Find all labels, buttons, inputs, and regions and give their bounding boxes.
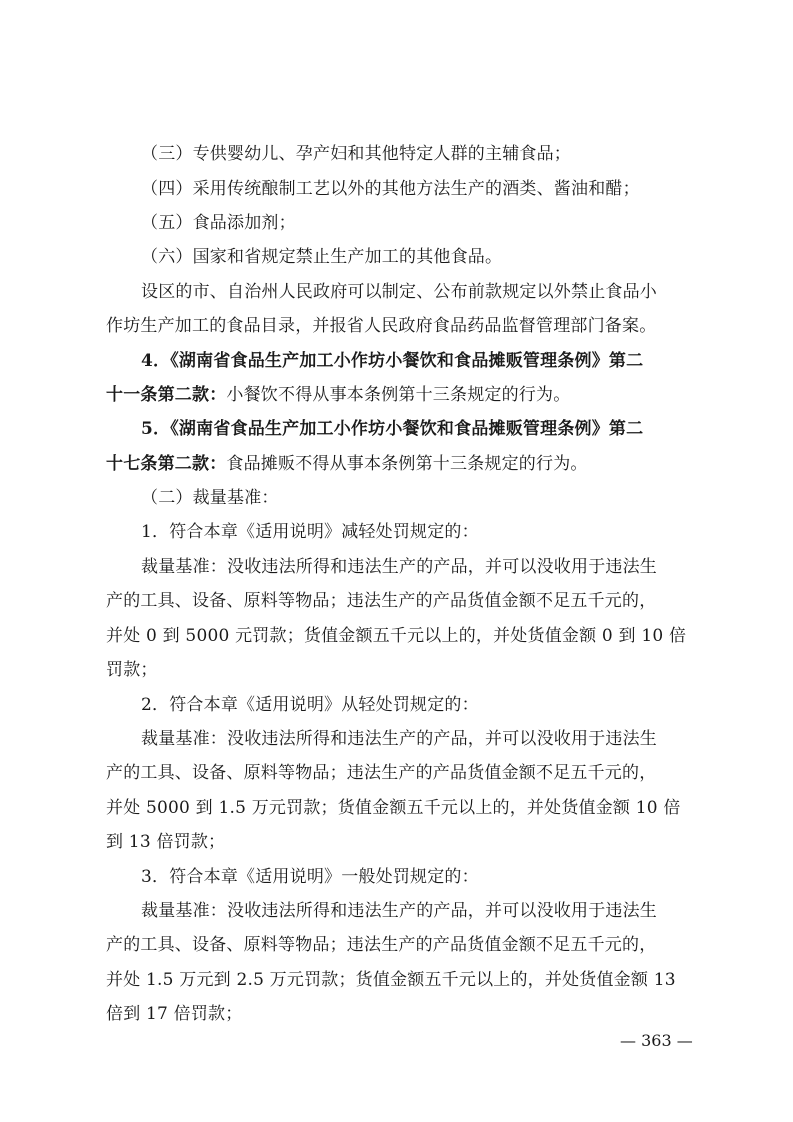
item-five: （五）食品添加剂； xyxy=(141,213,296,233)
paragraph-line: 产的工具、设备、原料等物品；违法生产的产品货值金额不足五千元的， xyxy=(106,763,657,783)
law-reference-4: 4．《湖南省食品生产加工小作坊小餐饮和食品摊贩管理条例》第二 xyxy=(141,351,644,371)
paragraph-line: 到 13 倍罚款； xyxy=(106,832,226,852)
law-reference-5-cont: 十七条第二款：食品摊贩不得从事本条例第十三条规定的行为。 xyxy=(106,454,588,474)
paragraph-line: 裁量基准：没收违法所得和违法生产的产品，并可以没收用于违法生 xyxy=(141,557,657,577)
paragraph-line: 产的工具、设备、原料等物品；违法生产的产品货值金额不足五千元的， xyxy=(106,591,657,611)
paragraph-line: 裁量基准：没收违法所得和违法生产的产品，并可以没收用于违法生 xyxy=(141,901,657,921)
item-six: （六）国家和省规定禁止生产加工的其他食品。 xyxy=(141,247,503,267)
paragraph-line: 并处 5000 到 1.5 万元罚款；货值金额五千元以上的，并处货值金额 10 倍 xyxy=(106,798,681,818)
standard-1-heading: 1．符合本章《适用说明》减轻处罚规定的： xyxy=(141,522,479,542)
item-four: （四）采用传统酿制工艺以外的其他方法生产的酒类、酱油和醋； xyxy=(141,179,640,199)
paragraph-line: 倍到 17 倍罚款； xyxy=(106,1004,243,1024)
paragraph-line: 罚款； xyxy=(106,660,158,680)
item-three: （三）专供婴幼儿、孕产妇和其他特定人群的主辅食品； xyxy=(141,144,571,164)
law-reference-5: 5．《湖南省食品生产加工小作坊小餐饮和食品摊贩管理条例》第二 xyxy=(141,419,644,439)
law-reference-4-cont: 十一条第二款：小餐饮不得从事本条例第十三条规定的行为。 xyxy=(106,385,571,405)
standard-3-heading: 3．符合本章《适用说明》一般处罚规定的： xyxy=(141,867,479,887)
paragraph-line: 作坊生产加工的食品目录，并报省人民政府食品药品监督管理部门备案。 xyxy=(106,316,657,336)
standard-2-heading: 2．符合本章《适用说明》从轻处罚规定的： xyxy=(141,695,479,715)
paragraph-line: 设区的市、自治州人民政府可以制定、公布前款规定以外禁止食品小 xyxy=(141,282,657,302)
page-number: — 363 — xyxy=(620,1031,693,1050)
paragraph-line: 裁量基准：没收违法所得和违法生产的产品，并可以没收用于违法生 xyxy=(141,729,657,749)
paragraph-line: 产的工具、设备、原料等物品；违法生产的产品货值金额不足五千元的， xyxy=(106,935,657,955)
section-heading: （二）裁量基准： xyxy=(141,488,279,508)
paragraph-line: 并处 0 到 5000 元罚款；货值金额五千元以上的，并处货值金额 0 到 10 倍 xyxy=(106,626,687,646)
paragraph-line: 并处 1.5 万元到 2.5 万元罚款；货值金额五千元以上的，并处货值金额 13 xyxy=(106,970,676,990)
